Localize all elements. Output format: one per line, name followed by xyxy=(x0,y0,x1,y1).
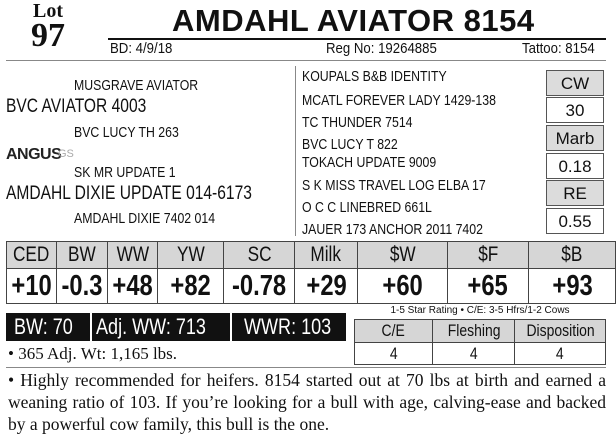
pedigree-right-item: MCATL FOREVER LADY 1429-138 xyxy=(302,92,496,109)
epd-header-sc: SC xyxy=(224,242,295,269)
pedigree-right-item: O C C LINEBRED 661L xyxy=(302,199,432,216)
lot-number: 97 xyxy=(31,17,65,54)
weights-separator xyxy=(90,313,92,341)
epd-header-w-index: $W xyxy=(358,242,448,269)
description-divider xyxy=(6,367,606,368)
pedigree-right-item: BVC LUCY T 822 xyxy=(302,136,398,153)
pedigree-dam-sire: SK MR UPDATE 1 xyxy=(74,164,176,181)
pedigree-sire: BVC AVIATOR 4003 xyxy=(6,96,147,117)
calving-header-disposition: Disposition xyxy=(515,320,606,343)
lot-label: Lot xyxy=(33,0,63,22)
header-divider xyxy=(6,60,606,61)
epd-value-row xyxy=(7,269,616,304)
pedigree-dam-dam: AMDAHL DIXIE 7402 014 xyxy=(74,210,216,227)
pedigree-right-item: S K MISS TRAVEL LOG ELBA 17 xyxy=(302,177,486,194)
epd-header-yw: YW xyxy=(158,242,224,269)
epd-header-row xyxy=(7,242,616,269)
pedigree-right-item: JAUER 173 ANCHOR 2011 7402 xyxy=(302,221,483,238)
epd-value-milk: +29 xyxy=(295,269,358,304)
calving-value-ce: 4 xyxy=(355,343,433,365)
epd-value-ced: +10 xyxy=(7,269,57,304)
epd-header-b-index: $B xyxy=(529,242,616,269)
weaning-weight-ratio: WWR: 103 xyxy=(244,314,332,339)
epd-value-bw: -0.3 xyxy=(57,269,108,304)
angus-logo-suffix: GS xyxy=(58,148,74,160)
epd-table xyxy=(6,241,616,304)
pedigree-right-item: KOUPALS B&B IDENTITY xyxy=(302,68,447,85)
calving-header-row xyxy=(355,320,606,343)
epd-header-ced: CED xyxy=(7,242,57,269)
calving-header-ce: C/E xyxy=(355,320,433,343)
pedigree-right-item: TOKACH UPDATE 9009 xyxy=(302,154,437,171)
epd-header-ww: WW xyxy=(108,242,158,269)
animal-name: AMDAHL AVIATOR 8154 xyxy=(172,3,535,38)
marb-value: 0.18 xyxy=(546,153,604,179)
pedigree-sire-sire: MUSGRAVE AVIATOR xyxy=(74,77,199,94)
epd-value-w-index: +60 xyxy=(358,269,448,304)
registration-number: Reg No: 19264885 xyxy=(326,40,437,57)
tattoo: Tattoo: 8154 xyxy=(522,40,595,57)
re-value: 0.55 xyxy=(546,208,604,234)
description: • Highly recommended for heifers. 8154 started out at 70 lbs at birth and earned a weaning ratio of 103. If you’re looking for a bull with age, calving-ease and backed by a powerful cow family, this bull is the one. xyxy=(8,370,606,434)
calving-value-row xyxy=(355,343,606,365)
birth-date: BD: 4/9/18 xyxy=(110,40,173,57)
pedigree-divider xyxy=(295,66,296,236)
epd-value-yw: +82 xyxy=(158,269,224,304)
epd-header-bw: BW xyxy=(57,242,108,269)
pedigree-sire-dam: BVC LUCY TH 263 xyxy=(74,124,179,141)
weights-separator xyxy=(230,313,232,341)
epd-header-milk: Milk xyxy=(295,242,358,269)
angus-logo: ANGUS xyxy=(6,146,62,163)
epd-value-ww: +48 xyxy=(108,269,158,304)
re-label: RE xyxy=(546,180,604,206)
marb-label: Marb xyxy=(546,125,604,151)
epd-value-sc: -0.78 xyxy=(224,269,295,304)
cw-value: 30 xyxy=(546,97,604,123)
birth-weight: BW: 70 xyxy=(14,314,73,339)
cw-label: CW xyxy=(546,70,604,96)
adjusted-weight-note: • 365 Adj. Wt: 1,165 lbs. xyxy=(8,344,178,363)
calving-header-fleshing: Fleshing xyxy=(433,320,515,343)
pedigree-right-item: TC THUNDER 7514 xyxy=(302,114,413,131)
calving-table xyxy=(354,319,606,365)
pedigree-dam: AMDAHL DIXIE UPDATE 014-6173 xyxy=(6,183,252,204)
adjusted-weaning-weight: Adj. WW: 713 xyxy=(96,314,206,339)
epd-value-f-index: +65 xyxy=(447,269,529,304)
epd-header-f-index: $F xyxy=(447,242,529,269)
star-rating-note: 1-5 Star Rating • C/E: 3-5 Hfrs/1-2 Cows xyxy=(390,305,570,316)
calving-value-fleshing: 4 xyxy=(433,343,515,365)
calving-value-disposition: 4 xyxy=(515,343,606,365)
epd-value-b-index: +93 xyxy=(529,269,616,304)
